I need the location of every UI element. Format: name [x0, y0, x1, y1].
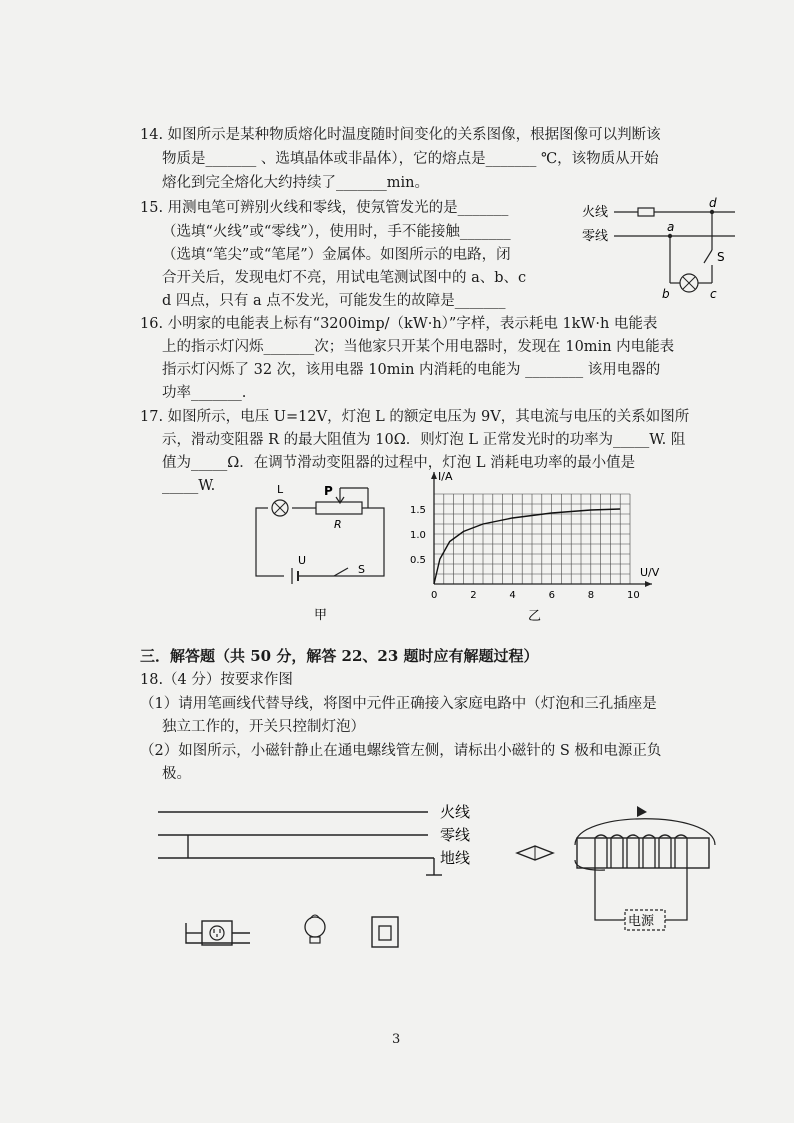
- fuse-icon: [638, 208, 654, 216]
- q16-line-4: 功率_______.: [162, 385, 247, 401]
- q16-line-2: 上的指示灯闪烁_______次；当他家只开某个用电器时，发现在 10min 内电能表: [162, 339, 675, 355]
- switch-icon: [704, 250, 712, 263]
- q15-circuit-figure: [570, 195, 740, 305]
- neutral-label: 零线: [440, 826, 471, 844]
- q17-line-3: 值为_____Ω．在调节滑动变阻器的过程中，灯泡 L 消耗电功率的最小值是: [162, 455, 636, 471]
- q15-neutral-label: 零线: [582, 229, 609, 244]
- y-tick-label: 1.5: [410, 505, 426, 516]
- q16-line-3: 指示灯闪烁了 32 次，该用电器 10min 内消耗的电能为 ________ 该用电器的: [162, 362, 661, 378]
- q18-solenoid-figure: [515, 800, 735, 950]
- y-tick-label: 1.0: [410, 530, 426, 541]
- chart-caption: 乙: [528, 609, 542, 624]
- q16-line-1: 16. 小明家的电能表上标有“3200imp/（kW·h）”字样，表示耗电 1kW·h 电能表: [140, 316, 658, 332]
- page-number: 3: [392, 1032, 401, 1047]
- x-tick-label: 4: [509, 590, 516, 601]
- x-axis-arrow: [645, 581, 652, 587]
- svg-text:P: P: [324, 484, 333, 498]
- x-tick-label: 2: [470, 590, 477, 601]
- three-hole-socket-icon: [202, 921, 232, 945]
- svg-text:甲: 甲: [314, 608, 328, 623]
- wall-switch-icon: [372, 917, 398, 947]
- q17-circuit-jia: [248, 478, 398, 623]
- section-3-title: 三．解答题（共 50 分，解答 22、23 题时应有解题过程）: [140, 647, 539, 665]
- x-tick-label: 10: [627, 590, 640, 601]
- y-axis-label: I/A: [438, 470, 453, 483]
- x-tick-label: 6: [548, 590, 555, 601]
- svg-text:a: a: [667, 220, 675, 234]
- q15-line-4: 合开关后，发现电灯不亮，用试电笔测试图中的 a、b、c: [162, 270, 527, 286]
- q17-line-4: _____W.: [162, 478, 216, 494]
- x-axis-label: U/V: [640, 566, 660, 579]
- switch-icon: [334, 568, 348, 576]
- q18-part1-line-1: （1）请用笔画线代替导线，将图中元件正确接入家庭电路中（灯泡和三孔插座是: [140, 696, 657, 712]
- q15-line-3: （选填“笔尖”或“笔尾”）金属体。如图所示的电路，闭: [162, 247, 511, 263]
- x-tick-label: 0: [431, 590, 438, 601]
- y-tick-label: 0.5: [410, 555, 426, 566]
- live-label: 火线: [440, 803, 471, 821]
- x-tick-label: 8: [587, 590, 595, 601]
- svg-text:d: d: [709, 196, 717, 210]
- q15-line-2: （选填“火线”或“零线”），使用时，手不能接触_______: [162, 224, 511, 240]
- q17-line-1: 17. 如图所示，电压 U=12V，灯泡 L 的额定电压为 9V，其电流与电压的关系如图所: [140, 409, 690, 425]
- svg-text:c: c: [710, 287, 717, 301]
- q14-line-3: 熔化到完全熔化大约持续了_______min。: [162, 175, 429, 191]
- svg-text:S: S: [358, 563, 365, 576]
- rheostat-icon: [316, 502, 362, 514]
- svg-text:b: b: [662, 287, 670, 301]
- q17-line-2: 示，滑动变阻器 R 的最大阻值为 10Ω．则灯泡 L 正常发光时的功率为_____W. 阻: [162, 432, 686, 448]
- svg-text:L: L: [277, 483, 284, 496]
- q15-live-label: 火线: [582, 205, 609, 220]
- coil-icon: [595, 835, 687, 868]
- q18-line-1: 18.（4 分）按要求作图: [140, 672, 293, 688]
- q18-part1-line-2: 独立工作的，开关只控制灯泡）: [162, 719, 365, 735]
- bulb-icon: [305, 917, 325, 937]
- q15-line-1: 15. 用测电笔可辨别火线和零线，使氖管发光的是_______: [140, 200, 509, 216]
- q14-line-1: 14. 如图所示是某种物质熔化时温度随时间变化的关系图像，根据图像可以判断该: [140, 127, 661, 143]
- svg-text:U: U: [298, 554, 307, 567]
- power-source-label: 电源: [628, 914, 655, 929]
- q18-part2-line-2: 极。: [162, 766, 191, 782]
- ground-label: 地线: [440, 849, 471, 867]
- svg-text:S: S: [717, 250, 725, 264]
- q17-iv-chart: [404, 466, 674, 626]
- iv-curve: [434, 509, 620, 584]
- field-arrow-icon: [637, 806, 647, 817]
- svg-text:R: R: [334, 518, 342, 531]
- q18-household-circuit: [150, 795, 490, 975]
- q14-line-2: 物质是_______ 、选填晶体或非晶体），它的熔点是_______ ℃，该物质从开始: [162, 151, 659, 167]
- q15-line-5: d 四点，只有 a 点不发光，可能发生的故障是_______: [162, 293, 506, 309]
- q18-part2-line-1: （2）如图所示，小磁针静止在通电螺线管左侧，请标出小磁针的 S 极和电源正负: [140, 743, 662, 759]
- y-axis-arrow: [431, 472, 437, 479]
